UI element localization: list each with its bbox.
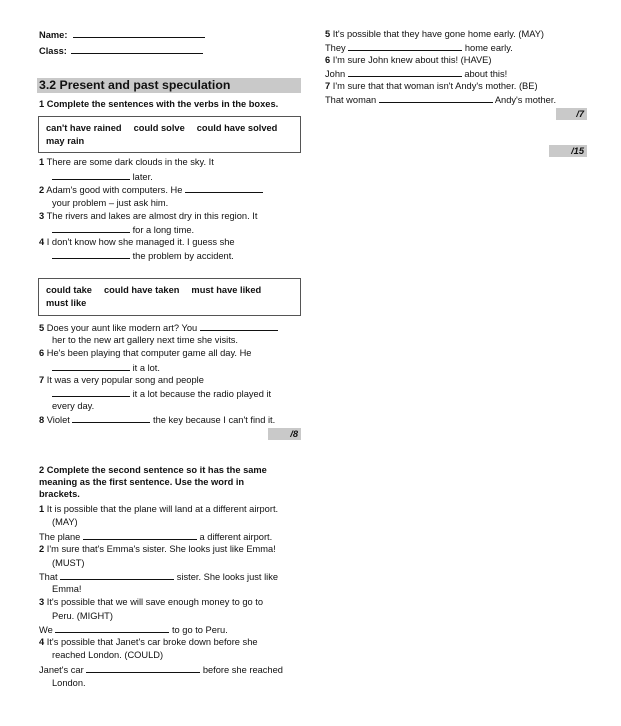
exercise-item (39, 156, 214, 168)
item-text: It was a very popular song and people (46, 375, 204, 385)
item-text: the problem by accident. (130, 251, 234, 261)
exercise1-instruction: 1 Complete the sentences with the verbs in the boxes. (39, 99, 279, 109)
exercise-item (39, 374, 204, 386)
answer-blank[interactable] (52, 170, 130, 180)
item-number: 5 (39, 323, 45, 333)
exercise-item (39, 183, 263, 196)
item-text: (MUST) (52, 558, 85, 568)
exercise2-instruction-line: meaning as the first sentence. Use the word in (39, 477, 245, 487)
item-number: 2 (39, 544, 45, 554)
item-text: every day. (52, 401, 95, 411)
exercise1-score: /8 (268, 428, 301, 440)
word-option: could solve (133, 123, 185, 133)
item-text: Adam's good with computers. He (46, 185, 185, 195)
exercise-line (39, 663, 283, 676)
word-option: must have liked (191, 285, 262, 295)
item-text: That woman (325, 95, 379, 105)
item-text: He's been playing that computer game all day. He (46, 348, 252, 358)
item-text: for a long time. (130, 225, 195, 235)
word-option: could have taken (103, 285, 180, 295)
item-text: Peru. (MIGHT) (52, 611, 113, 621)
exercise-line (52, 334, 238, 346)
item-text: a different airport. (196, 532, 273, 542)
exercise-item (39, 347, 251, 359)
exercise-line (52, 170, 153, 183)
item-text: reached London. (COULD) (52, 650, 164, 660)
word-box-a (38, 116, 301, 153)
item-number: 3 (39, 211, 45, 221)
item-text: Emma! (52, 584, 82, 594)
exercise-line (52, 387, 271, 400)
exercise-item (325, 28, 544, 40)
exercise-line (52, 677, 86, 689)
exercise-line (52, 516, 78, 528)
item-text: Andy's mother. (492, 95, 557, 105)
answer-blank[interactable] (348, 67, 462, 77)
answer-blank[interactable] (55, 623, 169, 633)
item-text: We (39, 625, 56, 635)
exercise-line (325, 67, 507, 80)
class-blank[interactable] (71, 44, 203, 54)
exercise-line (52, 583, 81, 595)
answer-blank[interactable] (72, 413, 150, 423)
answer-blank[interactable] (348, 41, 462, 51)
item-text: to go to Peru. (169, 625, 228, 635)
answer-blank[interactable] (52, 249, 130, 259)
answer-blank[interactable] (60, 570, 174, 580)
item-number: 4 (39, 637, 45, 647)
exercise-line (52, 223, 194, 236)
item-number: 7 (39, 375, 45, 385)
answer-blank[interactable] (83, 530, 197, 540)
exercise2-score: /7 (556, 108, 587, 120)
item-number: 3 (39, 597, 45, 607)
exercise-item (39, 210, 257, 222)
exercise-line (52, 649, 163, 661)
word-option: must like (46, 298, 87, 308)
item-text: I'm sure that that woman isn't Andy's mother. (BE) (332, 81, 538, 91)
item-text: That (39, 572, 61, 582)
exercise-line (325, 93, 556, 106)
exercise-item (39, 543, 276, 555)
name-field[interactable] (39, 28, 205, 40)
item-number: 2 (39, 185, 45, 195)
item-number: 6 (39, 348, 45, 358)
exercise-line (52, 197, 168, 209)
name-label: Name: (39, 30, 68, 40)
item-number: 8 (39, 415, 45, 425)
item-text: Janet's car (39, 665, 87, 675)
answer-blank[interactable] (52, 223, 130, 233)
exercise-item (39, 236, 235, 248)
item-text: home early. (462, 43, 513, 53)
word-option: may rain (46, 136, 85, 146)
item-text: the key because I can't find it. (150, 415, 276, 425)
item-number: 7 (325, 81, 331, 91)
answer-blank[interactable] (86, 663, 200, 673)
item-number: 5 (325, 29, 331, 39)
word-option: could have solved (196, 123, 278, 133)
exercise-line (52, 400, 94, 412)
item-number: 6 (325, 55, 331, 65)
exercise-line (52, 361, 160, 374)
exercise-item (39, 413, 275, 426)
item-text: I'm sure that's Emma's sister. She looks just like Emma! (46, 544, 276, 554)
exercise-line (52, 557, 85, 569)
exercise-line (325, 41, 513, 54)
item-text: it a lot because the radio played it (130, 389, 272, 399)
item-text: before she reached (200, 665, 283, 675)
exercise2-instruction-line: 2 Complete the second sentence so it has the same (39, 465, 267, 475)
exercise-item (39, 503, 278, 515)
word-option: could take (46, 285, 92, 295)
exercise-item (39, 596, 263, 608)
item-text: (MAY) (52, 517, 78, 527)
item-number: 1 (39, 157, 45, 167)
exercise-line (39, 570, 278, 583)
item-text: They (325, 43, 349, 53)
item-text: It's possible that they have gone home early. (MAY) (332, 29, 544, 39)
section-title: 3.2 Present and past speculation (37, 78, 301, 93)
name-blank[interactable] (73, 28, 205, 38)
exercise-line (52, 249, 234, 262)
item-text: It's possible that Janet's car broke down before she (46, 637, 258, 647)
exercise-item (39, 321, 278, 334)
word-box-b (38, 278, 301, 316)
answer-blank[interactable] (200, 321, 278, 331)
item-text: your problem – just ask him. (52, 198, 169, 208)
item-text: Does your aunt like modern art? You (46, 323, 200, 333)
class-field[interactable] (39, 44, 203, 56)
item-text: about this! (461, 69, 508, 79)
item-text: Violet (46, 415, 73, 425)
item-text: It is possible that the plane will land at a different airport. (46, 504, 279, 514)
item-text: London. (52, 678, 86, 688)
total-score: /15 (549, 145, 587, 157)
word-option: can't have rained (46, 123, 122, 133)
answer-blank[interactable] (185, 183, 263, 193)
exercise-item (325, 54, 491, 66)
exercise-line (52, 610, 113, 622)
item-text: The plane (39, 532, 83, 542)
exercise-line (39, 623, 228, 636)
answer-blank[interactable] (52, 387, 130, 397)
exercise-line (39, 530, 272, 543)
item-text: John (325, 69, 348, 79)
item-number: 4 (39, 237, 45, 247)
exercise-item (325, 80, 538, 92)
item-text: It's possible that we will save enough money to go to (46, 597, 264, 607)
answer-blank[interactable] (52, 361, 130, 371)
item-text: her to the new art gallery next time she visits. (52, 335, 239, 345)
exercise2-instruction-line: brackets. (39, 489, 80, 499)
item-text: I don't know how she managed it. I guess she (46, 237, 235, 247)
item-text: There are some dark clouds in the sky. It (46, 157, 214, 167)
item-text: The rivers and lakes are almost dry in this region. It (46, 211, 258, 221)
item-number: 1 (39, 504, 45, 514)
item-text: later. (130, 172, 153, 182)
class-label: Class: (39, 46, 67, 56)
item-text: I'm sure John knew about this! (HAVE) (332, 55, 492, 65)
item-text: it a lot. (130, 363, 160, 373)
answer-blank[interactable] (379, 93, 493, 103)
item-text: sister. She looks just like (174, 572, 279, 582)
exercise-item (39, 636, 258, 648)
